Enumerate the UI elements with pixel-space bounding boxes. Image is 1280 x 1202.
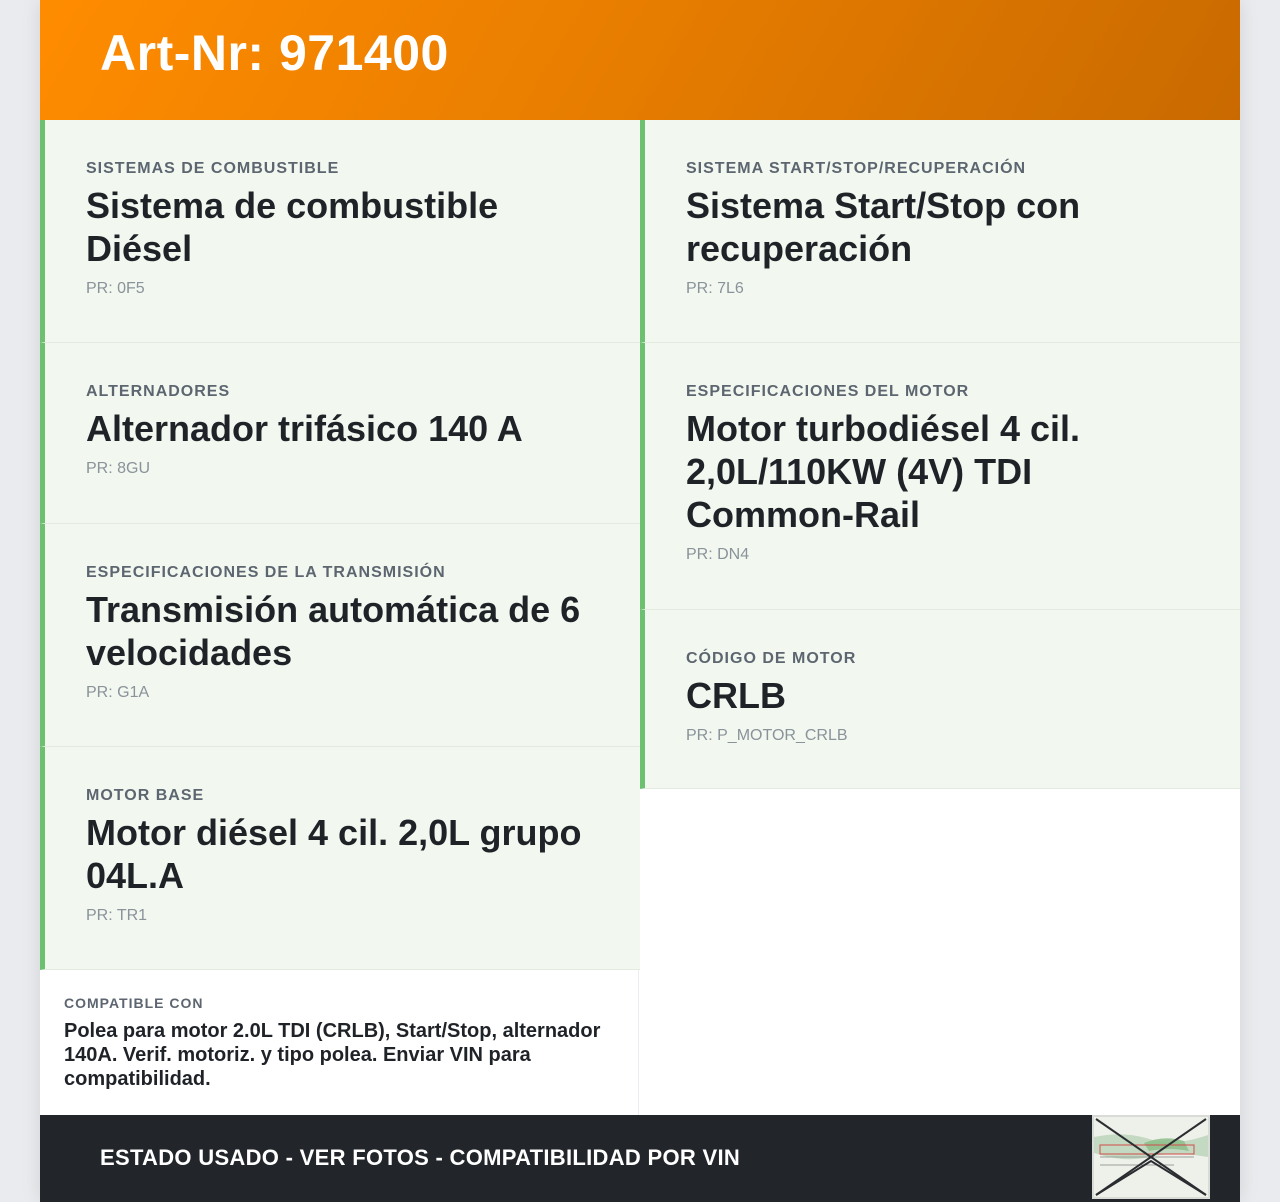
spec-category: SISTEMAS DE COMBUSTIBLE xyxy=(86,160,340,177)
page-footer xyxy=(40,1115,1240,1202)
spec-pr-code: PR: G1A xyxy=(86,684,150,701)
spec-category: MOTOR BASE xyxy=(86,787,205,804)
spec-card-base-engine xyxy=(40,747,640,970)
spec-title: Alternador trifásico 140 A xyxy=(86,408,523,449)
spec-title: CRLB xyxy=(686,675,786,716)
spec-pr-code: PR: 8GU xyxy=(86,460,151,477)
footer-status-text: ESTADO USADO - VER FOTOS - COMPATIBILIDAD POR VIN xyxy=(100,1145,741,1170)
article-number-title: Art-Nr: 971400 xyxy=(100,25,449,81)
spec-category: ESPECIFICACIONES DE LA TRANSMISIÓN xyxy=(86,564,446,581)
spec-card-fuel-system xyxy=(40,120,640,343)
compatibility-label: COMPATIBLE CON xyxy=(64,995,204,1011)
spec-card-transmission xyxy=(40,524,640,747)
spec-pr-code: PR: P_MOTOR_CRLB xyxy=(686,727,848,744)
spec-category: ESPECIFICACIONES DEL MOTOR xyxy=(686,383,970,400)
spec-category: ALTERNADORES xyxy=(86,383,231,400)
product-sheet xyxy=(40,0,1240,1202)
spec-card-start-stop xyxy=(640,120,1240,343)
spec-card-engine-code xyxy=(640,610,1240,789)
spec-title: Sistema de combustible Diésel xyxy=(86,185,499,269)
spec-title: Motor turbodiésel 4 cil. 2,0L/110KW (4V) TDI Common-Rail xyxy=(686,408,1081,535)
spec-pr-code: PR: 7L6 xyxy=(686,280,744,297)
spec-card-alternator xyxy=(40,343,640,524)
page-header xyxy=(40,0,1240,120)
spec-pr-code: PR: TR1 xyxy=(86,907,148,924)
spec-title: Motor diésel 4 cil. 2,0L grupo 04L.A xyxy=(86,812,582,896)
spec-title: Transmisión automática de 6 velocidades xyxy=(86,589,581,673)
vehicle-document-thumbnail-icon[interactable] xyxy=(1092,1115,1210,1199)
spec-pr-code: PR: 0F5 xyxy=(86,280,145,297)
compatibility-text: Polea para motor 2.0L TDI (CRLB), Start/Stop, alternador 140A. Verif. motoriz. y tipo polea. Enviar VIN para compatibilidad. xyxy=(64,1020,601,1090)
spec-category: CÓDIGO DE MOTOR xyxy=(686,650,857,667)
spec-card-engine-specs xyxy=(640,343,1240,610)
compatibility-section xyxy=(40,970,639,1115)
spec-pr-code: PR: DN4 xyxy=(686,546,750,563)
spec-title: Sistema Start/Stop con recuperación xyxy=(686,185,1081,269)
spec-category: SISTEMA START/STOP/RECUPERACIÓN xyxy=(686,160,1027,177)
